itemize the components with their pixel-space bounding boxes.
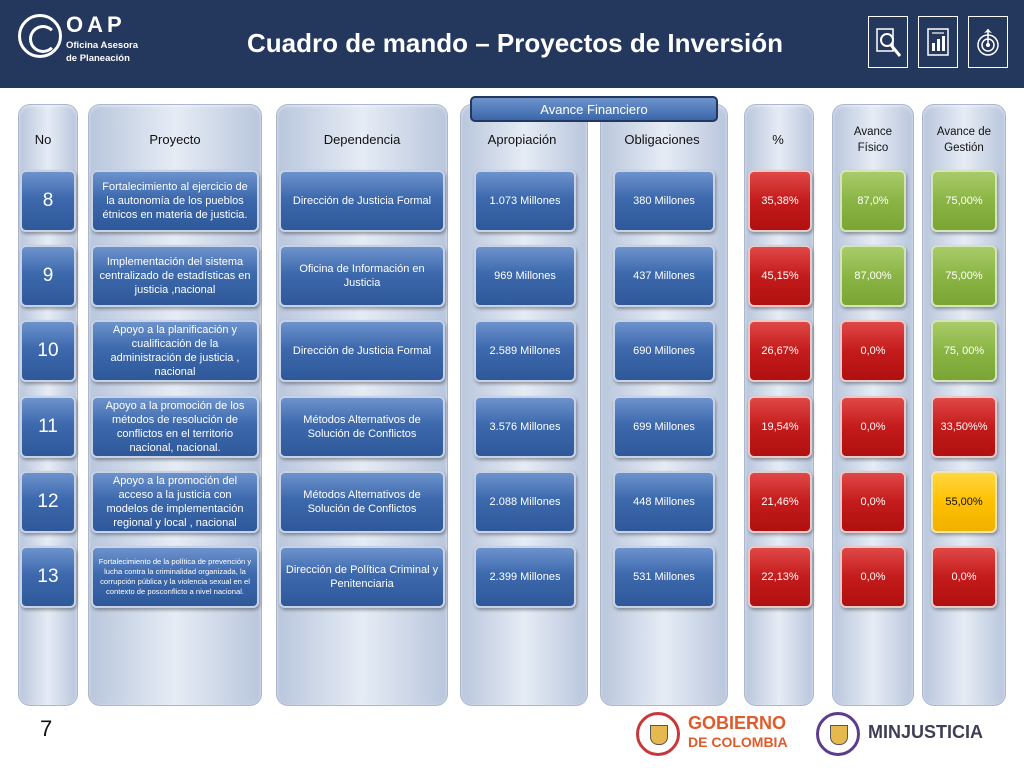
- avance-fisico-value: 87,0%: [840, 170, 906, 232]
- avance-gestion-value: 55,00%: [931, 471, 997, 533]
- header-dependencia: Dependencia: [323, 132, 401, 147]
- row-number: 8: [20, 170, 76, 232]
- header-obligaciones: Obligaciones: [624, 132, 700, 147]
- report-chart-icon[interactable]: [918, 16, 958, 68]
- pct-value: 35,38%: [748, 170, 812, 232]
- search-document-icon[interactable]: [868, 16, 908, 68]
- avance-fisico-value: 0,0%: [840, 396, 906, 458]
- project-name: Apoyo a la promoción de los métodos de resolución de conflictos en el territorio nacional, nacional.: [91, 396, 259, 458]
- oap-logo-line1: Oficina Asesora: [66, 40, 138, 51]
- minjusticia-seal-icon: [816, 712, 860, 756]
- avance-fisico-value: 0,0%: [840, 471, 906, 533]
- header-pct: %: [772, 132, 784, 147]
- avance-gestion-value: 75,00%: [931, 170, 997, 232]
- dependencia-name: Oficina de Información en Justicia: [279, 245, 445, 307]
- dependencia-name: Métodos Alternativos de Solución de Conflictos: [279, 396, 445, 458]
- page-number: 7: [40, 716, 53, 741]
- header-proyecto: Proyecto: [149, 132, 201, 147]
- row-number: 12: [20, 471, 76, 533]
- pct-value: 19,54%: [748, 396, 812, 458]
- row-number: 11: [20, 396, 76, 458]
- dependencia-name: Dirección de Justicia Formal: [279, 320, 445, 382]
- apropiacion-value: 2.399 Millones: [474, 546, 576, 608]
- apropiacion-value: 1.073 Millones: [474, 170, 576, 232]
- header-no: No: [34, 132, 52, 147]
- header-avance-fisico-line1: Avance: [853, 126, 893, 138]
- row-number: 10: [20, 320, 76, 382]
- pct-value: 22,13%: [748, 546, 812, 608]
- oap-logo-text: OAP: [66, 12, 126, 37]
- apropiacion-value: 2.589 Millones: [474, 320, 576, 382]
- dependencia-name: Dirección de Política Criminal y Penitenciaria: [279, 546, 445, 608]
- oap-logo-line2: de Planeación: [66, 53, 130, 64]
- obligaciones-value: 380 Millones: [613, 170, 715, 232]
- header-avance-gestion-line1: Avance de: [936, 126, 992, 138]
- minjusticia-text: MINJUSTICIA: [868, 722, 984, 742]
- apropiacion-value: 3.576 Millones: [474, 396, 576, 458]
- header-apropiacion: Apropiación: [487, 132, 557, 147]
- project-name: Apoyo a la planificación y cualificación de la administración de justicia , nacional: [91, 320, 259, 382]
- row-number: 9: [20, 245, 76, 307]
- header-avance-fisico-line2: Físico: [857, 142, 889, 154]
- apropiacion-value: 969 Millones: [474, 245, 576, 307]
- avance-gestion-value: 75, 00%: [931, 320, 997, 382]
- dependencia-name: Métodos Alternativos de Solución de Conflictos: [279, 471, 445, 533]
- apropiacion-value: 2.088 Millones: [474, 471, 576, 533]
- header-avance-fisico: [832, 124, 914, 156]
- pct-value: 26,67%: [748, 320, 812, 382]
- obligaciones-value: 699 Millones: [613, 396, 715, 458]
- avance-gestion-value: 75,00%: [931, 245, 997, 307]
- header-avance-gestion-line2: Gestión: [944, 142, 984, 154]
- de-colombia-text: DE COLOMBIA: [688, 734, 788, 750]
- page-title: Cuadro de mando – Proyectos de Inversión: [246, 28, 784, 58]
- oap-logo-mark: [18, 14, 62, 58]
- avance-fisico-value: 0,0%: [840, 546, 906, 608]
- pct-value: 21,46%: [748, 471, 812, 533]
- project-name: Apoyo a la promoción del acceso a la justicia con modelos de implementación regional y local , nacional: [91, 471, 259, 533]
- pct-value: 45,15%: [748, 245, 812, 307]
- obligaciones-value: 437 Millones: [613, 245, 715, 307]
- project-name: Implementación del sistema centralizado de estadísticas en justicia ,nacional: [91, 245, 259, 307]
- obligaciones-value: 690 Millones: [613, 320, 715, 382]
- project-name: Fortalecimiento al ejercicio de la autonomía de los pueblos étnicos en materia de justicia.: [91, 170, 259, 232]
- header-avance-gestion: [922, 124, 1006, 156]
- footer-logos: [636, 708, 1016, 760]
- colombia-seal-icon: [636, 712, 680, 756]
- dependencia-name: Dirección de Justicia Formal: [279, 170, 445, 232]
- avance-gestion-value: 0,0%: [931, 546, 997, 608]
- avance-financiero-label: Avance Financiero: [470, 96, 718, 122]
- avance-gestion-value: 33,50%%: [931, 396, 997, 458]
- target-goal-icon[interactable]: [968, 16, 1008, 68]
- obligaciones-value: 531 Millones: [613, 546, 715, 608]
- oap-logo: [14, 10, 164, 72]
- avance-fisico-value: 0,0%: [840, 320, 906, 382]
- avance-fisico-value: 87,00%: [840, 245, 906, 307]
- project-name: Fortalecimiento de la política de prevención y lucha contra la criminalidad organizada, la corrupción pública y la violencia sexual en el contexto de posconflicto a nivel nacional.: [91, 546, 259, 608]
- obligaciones-value: 448 Millones: [613, 471, 715, 533]
- header-bar: [0, 0, 1024, 88]
- gobierno-text: GOBIERNO: [688, 713, 787, 733]
- row-number: 13: [20, 546, 76, 608]
